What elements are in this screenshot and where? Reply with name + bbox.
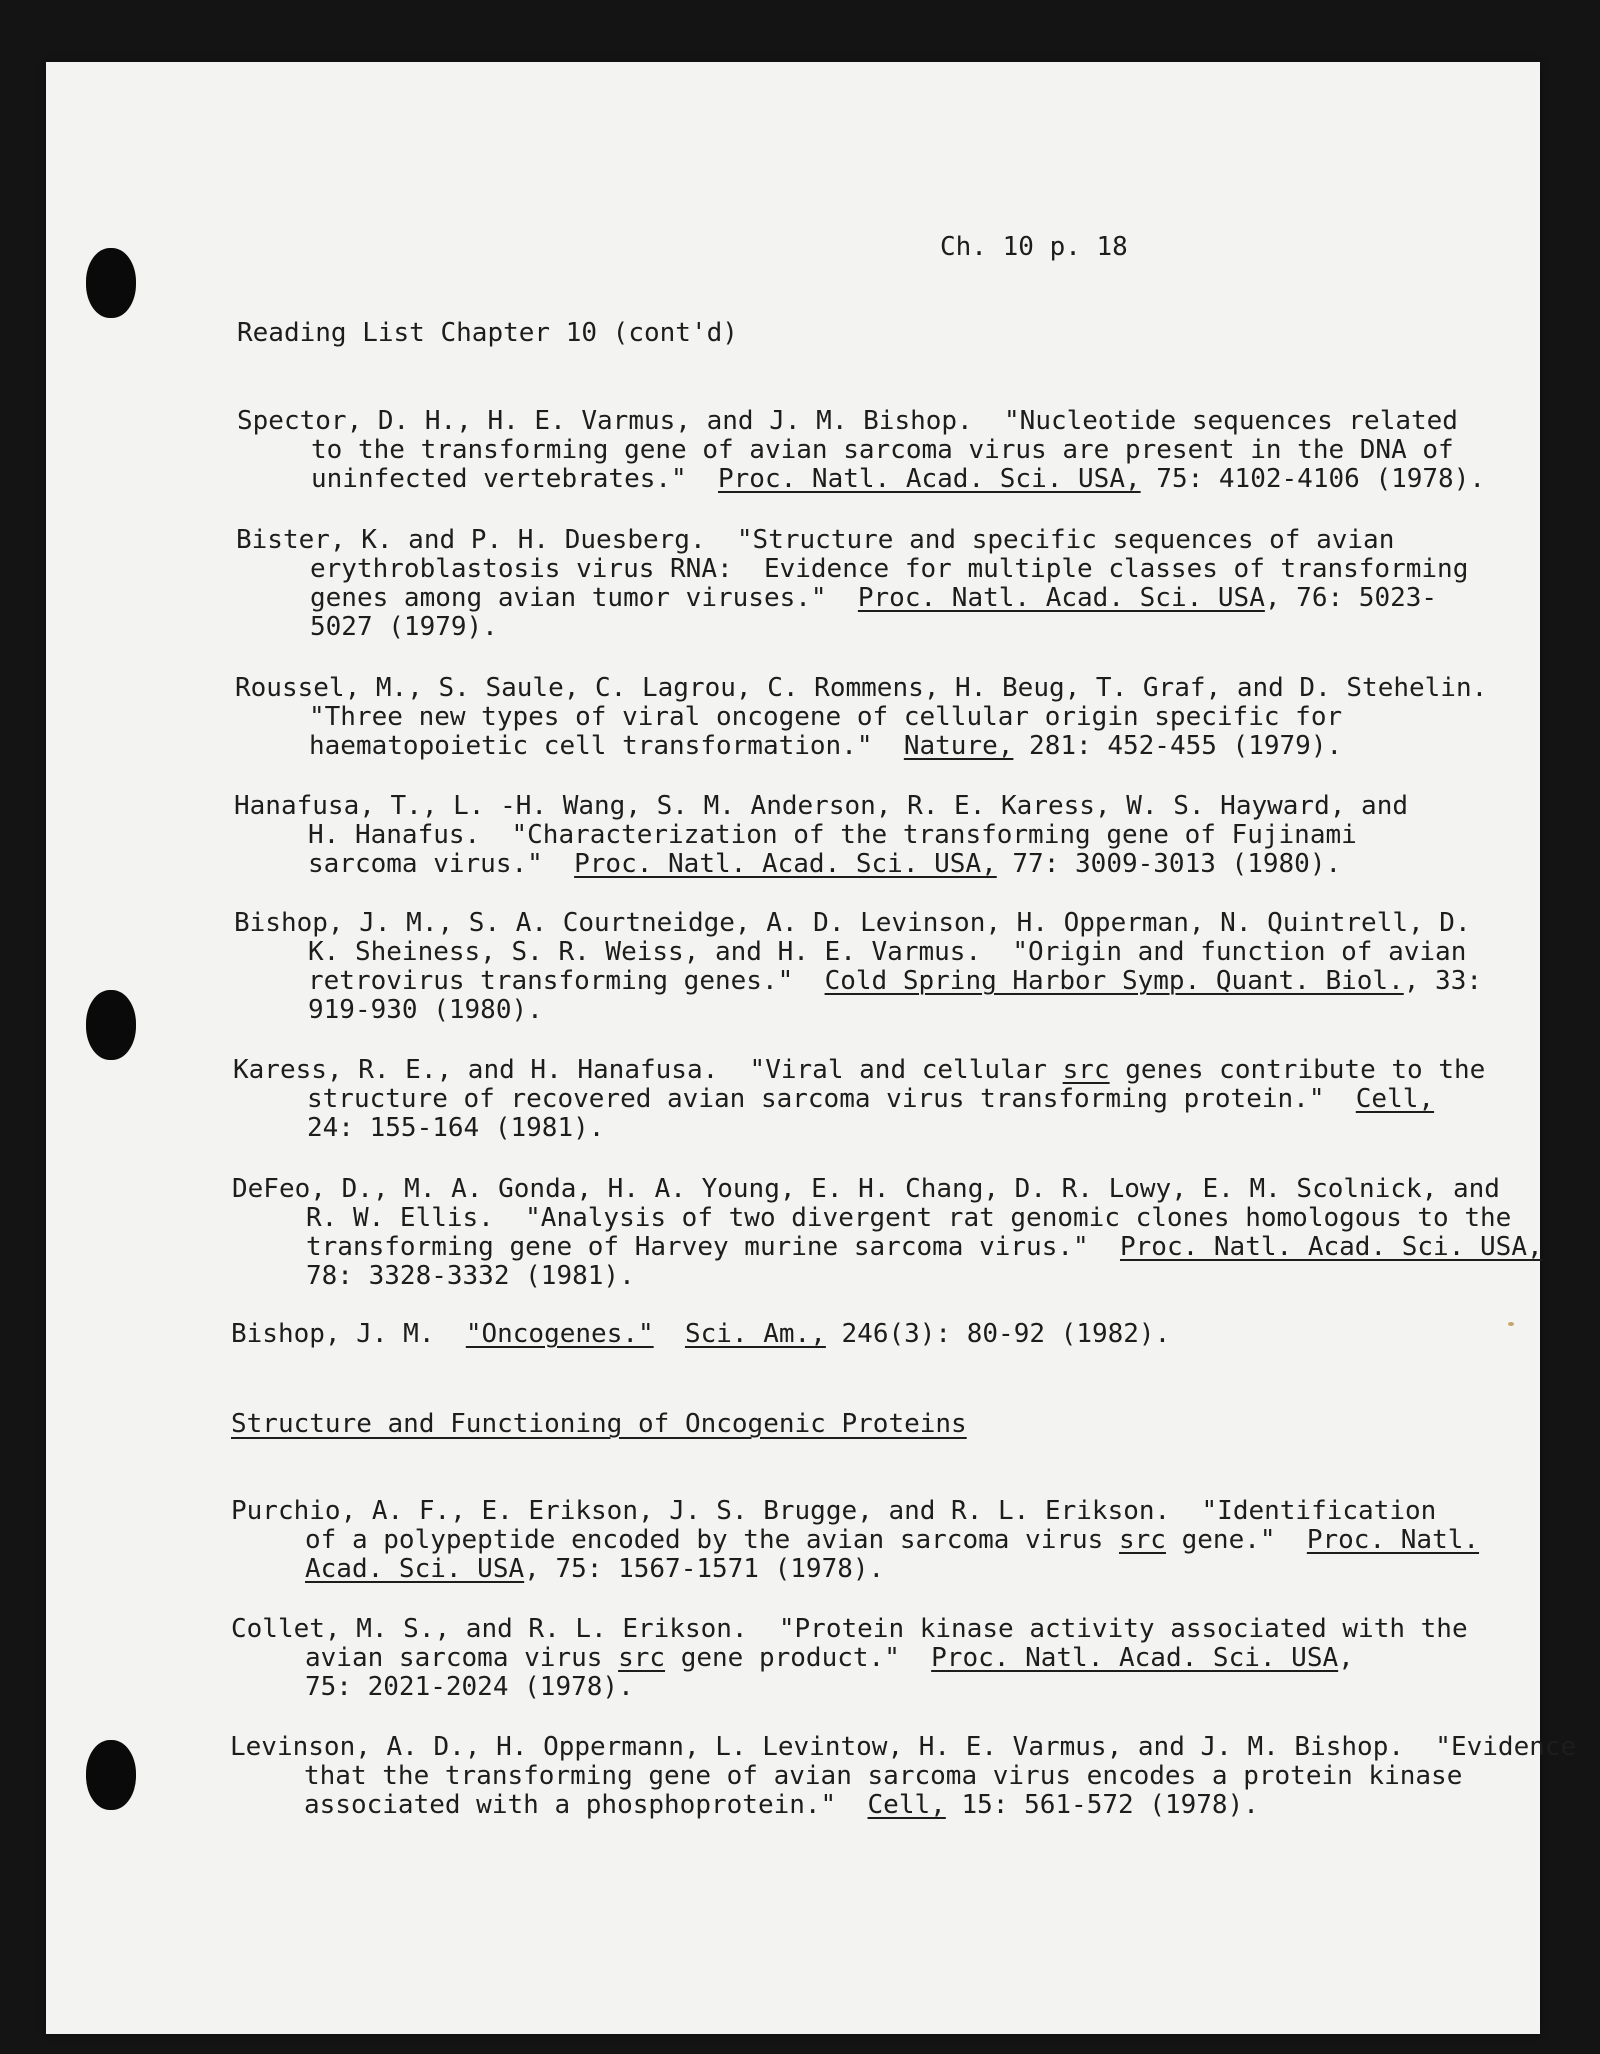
reference-line <box>231 1320 1501 1349</box>
reference-line <box>234 792 1504 821</box>
reference-line <box>230 1732 1577 1762</box>
reference-line <box>237 465 1507 494</box>
reference-text: that the transforming gene of avian sarcoma virus encodes a protein kinase <box>304 1761 1463 1791</box>
reference-text: retrovirus transforming genes." <box>308 966 825 996</box>
reference-text: sarcoma virus." <box>308 849 575 879</box>
reference-text: transforming gene of Harvey murine sarcoma virus." <box>306 1232 1120 1262</box>
reference-line <box>230 1762 1500 1791</box>
reference-line <box>233 1114 1503 1143</box>
page-title: Reading List Chapter 10 (cont'd) <box>237 318 738 348</box>
reference-line <box>234 850 1504 879</box>
reference-text: 15: 561-572 (1978). <box>945 1790 1259 1820</box>
underlined-citation: Proc. Natl. Acad. Sci. USA, <box>574 849 997 879</box>
underlined-citation: Cold Spring Harbor Symp. Quant. Biol. <box>824 966 1404 996</box>
reference-text: 5027 (1979). <box>310 612 498 642</box>
reference-line <box>234 967 1504 996</box>
underlined-citation: Acad. Sci. USA <box>305 1554 525 1584</box>
underlined-citation: src <box>1062 1055 1110 1085</box>
reference-line <box>236 584 1506 613</box>
reference-entry <box>232 1174 1543 1291</box>
reference-text: , 33: <box>1403 966 1483 996</box>
reference-line <box>236 526 1506 555</box>
reference-line <box>234 996 1504 1025</box>
reference-text: genes among avian tumor viruses." <box>310 583 858 613</box>
reference-line <box>233 1056 1503 1085</box>
reference-entry <box>231 1497 1501 1584</box>
reference-entry <box>235 674 1505 761</box>
section-heading: Structure and Functioning of Oncogenic Proteins <box>231 1409 967 1439</box>
reference-entry <box>233 1056 1503 1143</box>
reference-text: structure of recovered avian sarcoma virus transforming protein." <box>307 1084 1356 1114</box>
underlined-citation: Proc. Natl. Acad. Sci. USA <box>931 1643 1339 1673</box>
reference-text: of a polypeptide encoded by the avian sarcoma virus <box>305 1525 1119 1555</box>
reference-line <box>231 1615 1501 1644</box>
punch-hole-bottom <box>86 1740 136 1810</box>
page-number: Ch. 10 p. 18 <box>940 232 1128 262</box>
underlined-citation: Proc. Natl. Acad. Sci. USA <box>857 583 1265 613</box>
reference-text: to the transforming gene of avian sarcoma virus are present in the DNA of <box>311 435 1454 465</box>
reference-line <box>232 1203 1512 1233</box>
reference-line <box>230 1791 1500 1820</box>
underlined-citation: Proc. Natl. Acad. Sci. USA, <box>718 464 1141 494</box>
reference-text: associated with a phosphoprotein." <box>304 1790 868 1820</box>
reference-line <box>235 732 1505 761</box>
reference-line <box>237 436 1507 465</box>
reference-text: avian sarcoma virus <box>305 1643 619 1673</box>
underlined-citation: Nature, <box>903 731 1014 761</box>
reference-line <box>232 1175 1502 1204</box>
reference-text: R. W. Ellis. "Analysis of two divergent rat genomic clones homologous to the <box>306 1203 1512 1233</box>
reference-text: "Three new types of viral oncogene of cellular origin specific for <box>309 702 1343 732</box>
reference-text: , 76: 5023- <box>1264 583 1438 613</box>
underlined-citation: "Oncogenes." <box>465 1319 654 1349</box>
reference-text: erythroblastosis virus RNA: Evidence for multiple classes of transforming <box>310 554 1469 584</box>
reference-text: , <box>1338 1643 1354 1673</box>
reference-text: gene product." <box>665 1643 932 1673</box>
underlined-citation: src <box>1118 1525 1166 1555</box>
reference-text: haematopoietic cell transformation." <box>309 731 904 761</box>
reference-entry <box>230 1732 1577 1820</box>
reference-text: Hanafusa, T., L. -H. Wang, S. M. Anderson, R. E. Karess, W. S. Hayward, and <box>234 791 1408 821</box>
reference-line <box>231 1644 1501 1673</box>
reference-line <box>231 1526 1501 1555</box>
underlined-citation: Sci. Am., <box>684 1319 826 1349</box>
paper-speck <box>1508 1322 1514 1326</box>
reference-text: 919-930 (1980). <box>308 995 543 1025</box>
underlined-citation: Cell, <box>867 1790 946 1820</box>
reference-line <box>234 821 1504 850</box>
reference-text: Bishop, J. M., S. A. Courtneidge, A. D. Levinson, H. Opperman, N. Quintrell, D. <box>234 908 1471 938</box>
reference-text: H. Hanafus. "Characterization of the transforming gene of Fujinami <box>308 820 1357 850</box>
reference-entry <box>236 526 1506 642</box>
reference-line <box>232 1232 1543 1262</box>
reference-text: Karess, R. E., and H. Hanafusa. "Viral and cellular <box>233 1055 1063 1085</box>
reference-text: Spector, D. H., H. E. Varmus, and J. M. Bishop. "Nucleotide sequences related <box>237 406 1458 436</box>
reference-text: Levinson, A. D., H. Oppermann, L. Levintow, H. E. Varmus, and J. M. Bishop. "Evidence <box>230 1732 1577 1762</box>
reference-line <box>234 938 1504 967</box>
reference-text: K. Sheiness, S. R. Weiss, and H. E. Varmus. "Origin and function of avian <box>308 937 1467 967</box>
reference-line <box>236 555 1506 584</box>
reference-line <box>231 1673 1501 1702</box>
reference-line <box>234 909 1504 938</box>
underlined-citation: Proc. Natl. <box>1306 1525 1480 1555</box>
reference-line <box>235 703 1505 732</box>
reference-entry <box>234 909 1504 1025</box>
reference-text <box>654 1319 685 1349</box>
reference-line <box>233 1085 1503 1114</box>
reference-entry <box>231 1320 1501 1349</box>
reference-text: Collet, M. S., and R. L. Erikson. "Protein kinase activity associated with the <box>231 1614 1468 1644</box>
reference-line <box>231 1555 1501 1584</box>
reference-text: 281: 452-455 (1979). <box>1013 731 1343 761</box>
reference-entry <box>231 1615 1501 1702</box>
reference-text: 77: 3009-3013 (1980). <box>996 849 1342 879</box>
punch-hole-top <box>86 248 136 318</box>
reference-text: Bister, K. and P. H. Duesberg. "Structure and specific sequences of avian <box>236 525 1395 555</box>
reference-line <box>231 1497 1501 1526</box>
underlined-citation: Proc. Natl. Acad. Sci. USA, <box>1119 1232 1543 1262</box>
reference-text: uninfected vertebrates." <box>311 464 718 494</box>
reference-line <box>232 1262 1502 1291</box>
reference-text: 75: 2021-2024 (1978). <box>305 1672 634 1702</box>
reference-line <box>237 407 1507 436</box>
reference-text: , 75: 1567-1571 (1978). <box>524 1554 885 1584</box>
underlined-citation: src <box>618 1643 666 1673</box>
reference-text: gene." <box>1165 1525 1307 1555</box>
reference-text: 75: 4102-4106 (1978). <box>1140 464 1486 494</box>
reference-text: 246(3): 80-92 (1982). <box>825 1319 1171 1349</box>
underlined-citation: Cell, <box>1355 1084 1435 1114</box>
reference-text: Roussel, M., S. Saule, C. Lagrou, C. Rommens, H. Beug, T. Graf, and D. Stehelin. <box>235 673 1488 703</box>
reference-entry <box>234 792 1504 879</box>
reference-entry <box>237 407 1507 494</box>
reference-text: DeFeo, D., M. A. Gonda, H. A. Young, E. H. Chang, D. R. Lowy, E. M. Scolnick, and <box>232 1174 1500 1204</box>
reference-text: Bishop, J. M. <box>231 1319 466 1349</box>
reference-line <box>235 674 1505 703</box>
reference-line <box>236 613 1506 642</box>
reference-text: 24: 155-164 (1981). <box>307 1113 605 1143</box>
reference-text: Purchio, A. F., E. Erikson, J. S. Brugge, and R. L. Erikson. "Identification <box>231 1496 1437 1526</box>
punch-hole-middle <box>86 990 136 1060</box>
reference-text: 78: 3328-3332 (1981). <box>306 1261 635 1291</box>
reference-text: genes contribute to the <box>1109 1055 1486 1085</box>
